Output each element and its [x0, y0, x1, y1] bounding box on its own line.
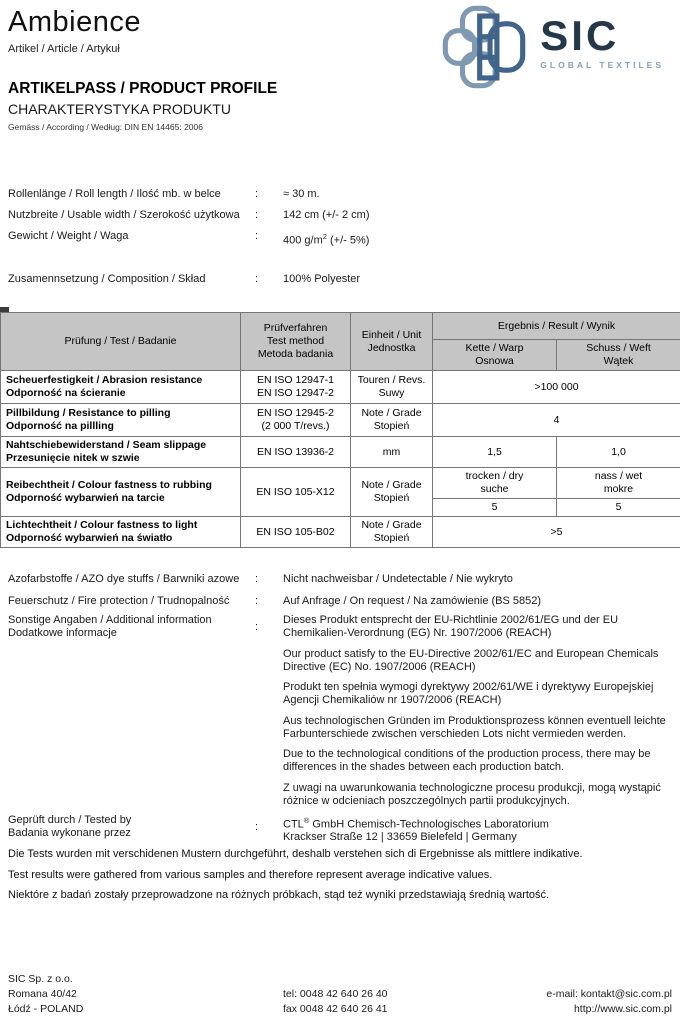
table-row-light-fastness [1, 517, 680, 548]
test-results-table [0, 312, 680, 548]
info-label: Geprüft durch / Tested by Badania wykonane przez [8, 813, 132, 839]
spec-row-weight [8, 227, 672, 251]
doc-standard: Gemäss / According / Według: DIN EN 14465: 2006 [8, 122, 203, 132]
cell-result: 4 [433, 404, 680, 437]
table-row-rubbing [1, 468, 680, 499]
info-value: Auf Anfrage / On request / Na zamówienie (BS 5852) [283, 595, 542, 607]
spec-label: Nutzbreite / Usable width / Szerokość użytkowa [8, 209, 240, 221]
spec-value: 142 cm (+/- 2 cm) [283, 209, 370, 221]
table-row-abrasion [1, 371, 680, 404]
cell-result-weft: 1,0 [557, 437, 680, 468]
info-label: Sonstige Angaben / Additional information Dodatkowe informacje [8, 614, 212, 639]
footer-online-contact: e-mail: kontakt@sic.com.pl http://www.sic.com.pl [546, 988, 672, 1015]
cell-wet-value: 5 [557, 499, 680, 517]
info-label: Azofarbstoffe / AZO dye stuffs / Barwniki azowe [8, 573, 240, 585]
doc-title: ARTIKELPASS / PRODUCT PROFILE [8, 80, 278, 97]
footer [8, 972, 672, 1017]
cell-method: EN ISO 12947-1 EN ISO 12947-2 [241, 371, 351, 404]
notes-section [8, 844, 672, 906]
info-section [8, 570, 674, 847]
cell-dry-value: 5 [433, 499, 557, 517]
cell-test-name: Pillbildung / Resistance to pilling Odporność na pillling [1, 404, 241, 437]
cell-wet-label: nass / wet mokre [557, 468, 680, 499]
info-row-tested-by: Geprüft durch / Tested by Badania wykonane przez : CTL® GmbH Chemisch-Technologisches Laboratorium Krackser Straße 12 | 33659 Bielefeld | Germany [8, 814, 674, 845]
table-row-pilling [1, 404, 680, 437]
spec-value: 100% Polyester [283, 272, 361, 285]
note-line: Niektóre z badań zostały przeprowadzone na różnych próbkach, stąd też wyniki przedstawiają średnią wartość. [8, 889, 550, 901]
cell-dry-label: trocken / dry suche [433, 468, 557, 499]
cell-method: EN ISO 105-X12 [241, 468, 351, 517]
spec-colon: : [255, 209, 259, 221]
sic-logo [438, 4, 664, 90]
spec-colon: : [255, 230, 259, 242]
info-value: Nicht nachweisbar / Undetectable / Nie wykryto [283, 573, 513, 585]
spec-value: 400 $g/m^2$ (+/- 5%) [283, 232, 370, 247]
table-row-seam-slippage [1, 437, 680, 468]
info-label: Feuerschutz / Fire protection / Trudnopalność [8, 595, 230, 607]
cell-unit: Note / Grade Stopień [351, 517, 433, 548]
cell-method: EN ISO 105-B02 [241, 517, 351, 548]
info-value [283, 614, 674, 808]
col-header-warp: Kette / Warp Osnowa [433, 340, 557, 371]
info-row-fire: Feuerschutz / Fire protection / Trudnopalność : Auf Anfrage / On request / Na zamówienie (BS 5852) [8, 592, 674, 611]
col-header-method: Prüfverfahren Test method Metoda badania [241, 313, 351, 371]
col-header-unit: Einheit / Unit Jednostka [351, 313, 433, 371]
spec-row-roll-length [8, 185, 672, 204]
logo-text [540, 14, 664, 70]
additional-paragraph: Due to the technological conditions of the production process, there may be differences in the shades between each production batch. [283, 748, 651, 773]
note-line: Test results were gathered from various samples and therefore represent average indicative values. [8, 868, 493, 881]
article-title: Ambience [8, 6, 141, 38]
cell-result: >5 [433, 517, 680, 548]
spec-colon: : [255, 188, 259, 200]
cell-unit: Touren / Revs. Suwy [351, 371, 433, 404]
cell-unit: Note / Grade Stopień [351, 404, 433, 437]
cell-result: >100 000 [433, 371, 680, 404]
footer-phone: tel: 0048 42 640 26 40 fax 0048 42 640 26 41 [283, 988, 388, 1015]
cell-test-name: Nahtschiebewiderstand / Seam slippage Przesunięcie nitek w szwie [1, 437, 241, 468]
info-row-additional: Sonstige Angaben / Additional information Dodatkowe informacje : Dieses Produkt entsprecht der EU-Richtlinie 2002/61/EG und der EU Chemikalien-Verordnung (EG) Nr. 1907/2006 (REACH) Our product satisfy to the EU-Directive 2002/61/EC and European Chemicals Directive (EC) No. 1907/2006 (REACH) Produkt ten spełnia wymogi dyrektywy 2002/61/WE i dyrektywy Europejskiej Agencji Chemikaliów nr 1907/2006 (REACH) Aus technologischen Gründen im Produktionsprozess können eventuell leichte Farbunterschiede zwischen verschieden Lots nicht vermieden werden. Due to the technological conditions of the production process, there may be differences in the shades between each production batch. Z uwagi na uwarunkowania technologiczne procesu produkcji, mogą wystąpić różnice w odcieniach poszczególnych partii produkcyjnych. [8, 614, 674, 808]
cell-unit: Note / Grade Stopień [351, 468, 433, 517]
col-header-result: Ergebnis / Result / Wynik [433, 313, 680, 340]
cell-unit: mm [351, 437, 433, 468]
document-title-block [8, 80, 277, 132]
sic-monogram-icon [438, 4, 530, 90]
spec-row-composition [8, 270, 672, 289]
additional-paragraph: Z uwagi na uwarunkowania technologiczne procesu produkcji, mogą wystąpić różnice w odcieniach poszczególnych partii produkcyjnych. [283, 781, 661, 807]
cell-test-name: Scheuerfestigkeit / Abrasion resistance Odporność na ścieranie [1, 371, 241, 404]
additional-paragraph: Produkt ten spełnia wymogi dyrektywy 2002/61/WE i dyrektywy Europejskiej Agencji Chemikaliów nr 1907/2006 (REACH) [283, 681, 654, 706]
info-row-azo: Azofarbstoffe / AZO dye stuffs / Barwniki azowe : Nicht nachweisbar / Undetectable / Nie wykryto [8, 570, 674, 589]
col-header-test: Prüfung / Test / Badanie [1, 313, 241, 371]
additional-paragraph: Aus technologischen Gründen im Produktionsprozess können eventuell leichte Farbunterschiede zwischen verschieden Lots nicht vermieden werden. [283, 714, 666, 740]
spec-value: ≈ 30 m. [283, 188, 320, 200]
spec-label: Gewicht / Weight / Waga [8, 230, 129, 242]
cell-test-name: Reibechtheit / Colour fastness to rubbing Odporność wybarwień na tarcie [1, 468, 241, 517]
table-header-row-1 [1, 313, 680, 340]
footer-company-address: SIC Sp. z o.o. Romana 40/42 Łódź - POLAND [8, 973, 84, 1015]
cell-method: EN ISO 13936-2 [241, 437, 351, 468]
logo-tagline: GLOBAL TEXTILES [540, 60, 664, 70]
additional-paragraph: Dieses Produkt entsprecht der EU-Richtlinie 2002/61/EG und der EU Chemikalien-Verordnung (EG) Nr. 1907/2006 (REACH) [283, 614, 619, 639]
spec-colon: : [255, 272, 259, 285]
cell-test-name: Lichtechtheit / Colour fastness to light Odporność wybarwień na światło [1, 517, 241, 548]
cell-result-warp: 1,5 [433, 437, 557, 468]
info-value: CTL® GmbH Chemisch-Technologisches Laboratorium Krackser Straße 12 | 33659 Bielefeld | Germany [283, 815, 549, 844]
spec-label: Zusamennsetzung / Composition / Skład [8, 272, 206, 285]
article-subtitle: Artikel / Article / Artykuł [8, 43, 120, 55]
spec-label: Rollenlänge / Roll length / Ilość mb. w belce [8, 188, 221, 200]
note-line: Die Tests wurden mit verschidenen Mustern durchgeführt, deshalb verstehen sich di Ergebnisse als mittlere indikative. [8, 848, 583, 860]
spec-row-usable-width [8, 206, 672, 225]
logo-brand: SIC [540, 12, 620, 59]
col-header-weft: Schuss / Weft Wątek [557, 340, 680, 371]
doc-subtitle: CHARAKTERYSTYKA PRODUKTU [8, 101, 232, 117]
header [8, 6, 141, 55]
spec-list [8, 185, 672, 291]
cell-method: EN ISO 12945-2 (2 000 T/revs.) [241, 404, 351, 437]
additional-paragraph: Our product satisfy to the EU-Directive 2002/61/EC and European Chemicals Directive (EC) No. 1907/2006 (REACH) [283, 647, 659, 673]
